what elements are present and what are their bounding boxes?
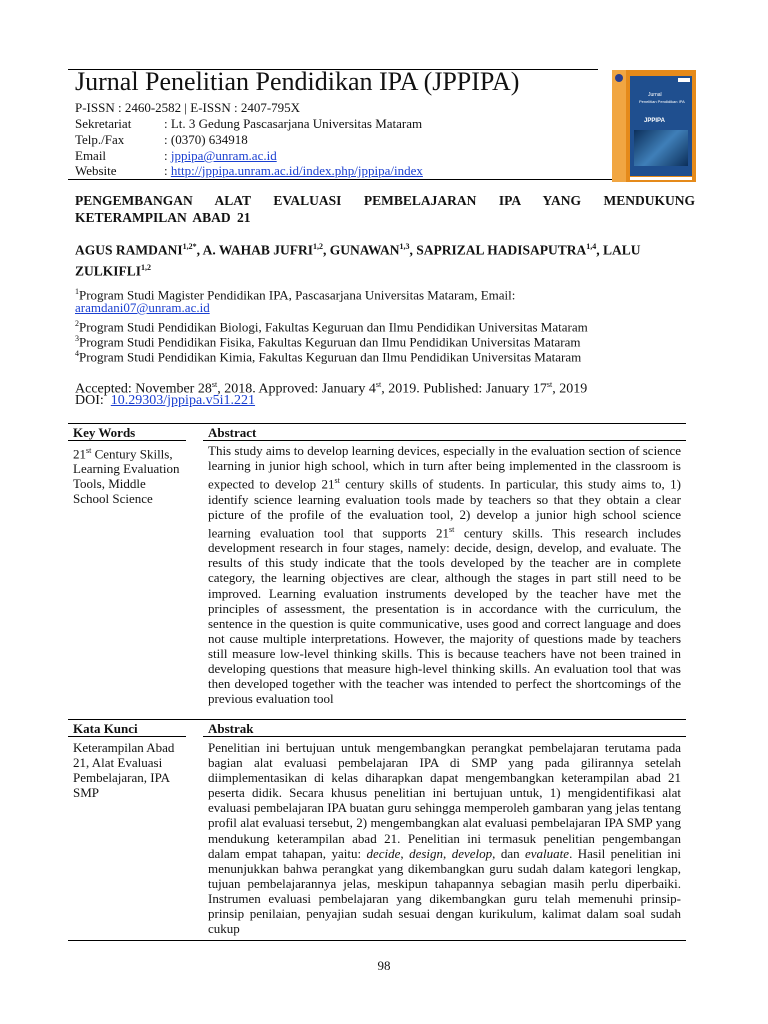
date-suffix: st [211, 380, 218, 389]
page-number: 98 [377, 958, 391, 973]
abstrak-sep: , [400, 845, 410, 861]
abstrak-term: design [409, 845, 444, 861]
abstrak-sep: , [443, 845, 452, 861]
website-row [75, 163, 423, 178]
author-name: SAPRIZAL HADISAPUTRA [416, 242, 587, 258]
abstrak-sep: , dan [492, 845, 526, 861]
abstrak-part: Penelitian ini bertujuan untuk mengembangkan perangkat pembelajaran terutama pada bagian alat evaluasi pembelajaran IPA di SMP yang pada gilirannya setelah diimplementasikan di kelas diharapkan dapat mengembangkan keterampilan abad 21 peserta didik. Secara khusus penelitian ini bertujuan untuk, 1) mengidentifikasi alat evaluasi pembelajaran IPA buatan guru sehingga memperoleh gambaran yang jelas tentang profil alat evaluasi tersebut, 2) mengembangkan alat evaluasi pembelajaran IPA SMP yang mendukung keterampilan abad 21. Penelitian ini termasuk penelitian pengembangan dalam empat tahapan, yaitu: [208, 740, 681, 861]
cover-tag [678, 78, 690, 82]
abstrak-header: Abstrak [208, 721, 254, 736]
approved-date: , 2018. Approved: January 4 [217, 381, 376, 397]
affiliation-email [75, 300, 210, 316]
website-key: Website [75, 163, 117, 178]
kata-kunci-header-rule [68, 736, 186, 737]
doi-line [75, 392, 255, 409]
journal-email-link[interactable]: jppipa@unram.ac.id [170, 148, 277, 163]
abstrak-term: evaluate [525, 845, 570, 861]
table-bottom-rule [68, 940, 686, 941]
abstract-sup: st [449, 524, 455, 534]
date-suffix: st [546, 380, 553, 389]
cover-label-brand: JPPIPA [644, 118, 665, 124]
email-row [75, 148, 277, 163]
author-name: GUNAWAN [329, 242, 400, 258]
header-top-rule [68, 69, 598, 70]
journal-cover-image [612, 70, 696, 182]
doi-label: DOI: [75, 393, 104, 408]
phone-key: Telp./Fax [75, 132, 125, 147]
abstrak-part: . Hasil penelitian ini menunjukkan bahwa perangkat yang dikembangkan guru sudah dalam kategori lengkap, tujuan pembelajarannya jelas, meskipun tahapannya sebagian masih perlu diperbaiki. Instrumen evaluasi pembelajaran yang dikembangkan guru telah memenuhi prinsip-prinsip penilaian, penyajian sudah sesuai dengan kurikulum, kalimat dalam soal sudah cukup [208, 845, 681, 937]
author-name: AGUS RAMDANI [75, 242, 183, 258]
keyword-number: 21 [73, 446, 86, 462]
cover-bottom-strip [630, 177, 692, 180]
article-title: PENGEMBANGAN ALAT EVALUASI PEMBELAJARAN IPA YANG MENDUKUNG KETERAMPILAN ABAD 21 [75, 193, 695, 225]
journal-website-link[interactable]: http://jppipa.unram.ac.id/index.php/jppipa/index [170, 163, 423, 178]
abstrak-header-rule [203, 736, 686, 737]
phone-row [75, 132, 248, 147]
date-year: , 2019 [552, 381, 588, 397]
accepted-date: Accepted: November 28 [75, 381, 212, 397]
author-affiliation: 1,3 [399, 242, 410, 251]
abstrak-term: develop [451, 845, 493, 861]
email-key: Email [75, 148, 107, 163]
affiliation-marker: 2 [75, 319, 79, 328]
kata-kunci-list: Keterampilan Abad 21, Alat Evaluasi Pembelajaran, IPA SMP [73, 740, 175, 800]
affiliation-4 [75, 346, 581, 365]
phone-value: : (0370) 634918 [164, 132, 248, 147]
abstract-sup: st [334, 476, 340, 486]
keyword-text: Century Skills, Learning Evaluation Tools, Middle School Science [73, 446, 180, 507]
email-prefix: : [164, 148, 171, 163]
cover-label-top: Jurnal [648, 92, 662, 98]
date-suffix: st [375, 380, 382, 389]
abstrak-text [208, 740, 681, 936]
journal-title: Jurnal Penelitian Pendidikan IPA (JPPIPA) [75, 67, 520, 96]
author-name: A. WAHAB JUFRI [202, 242, 314, 258]
doi-link[interactable]: 10.29303/jppipa.v5i1.221 [110, 393, 256, 408]
author-list: AGUS $RAMDANI^{1,2*}$, A. WAHAB JUFRI$^{1,2}$, GUNAWAN$^{1,3}$, SAPRIZAL HADISAPUTRA$^{1,4}$, LALU ZULKIFLI$^{1,2}$ [75, 242, 641, 278]
author-affiliation: 1,2 [141, 262, 152, 272]
cover-photo [634, 130, 688, 166]
website-prefix: : [164, 163, 171, 178]
cover-spine [612, 70, 626, 182]
keyword-suffix: st [86, 446, 92, 455]
published-date: , 2019. Published: January 17 [381, 381, 547, 397]
kata-kunci-header: Kata Kunci [73, 721, 138, 736]
author-email-link[interactable]: aramdani07@unram.ac.id [75, 300, 210, 315]
abstract-part: century skills of students. In particular, this study aims to, 1) identify science learning evaluation tools made by teachers so that they obtain a clear picture of the profile of the evaluation tool, 2) develop a junior high school science learning evaluation tool that supports 21 [208, 476, 681, 541]
secretariat-value: : Lt. 3 Gedung Pascasarjana Universitas Mataram [164, 116, 423, 131]
affiliation-marker: 3 [75, 334, 79, 343]
affiliation-marker: 4 [75, 349, 79, 358]
author-affiliation: 1,2* [182, 242, 197, 251]
affiliation-text: Program Studi Pendidikan Biologi, Fakultas Keguruan dan Ilmu Pendidikan Universitas Mataram [79, 319, 588, 335]
affiliation-text: Program Studi Pendidikan Fisika, Fakultas Keguruan dan Ilmu Pendidikan Universitas Mataram [79, 334, 581, 350]
keywords-header: Key Words [73, 425, 136, 440]
table-mid-rule [68, 719, 686, 720]
secretariat-row [75, 116, 422, 131]
abstract-header-rule [203, 440, 686, 441]
abstract-header: Abstract [208, 425, 257, 440]
secretariat-key: Sekretariat [75, 116, 132, 131]
abstract-part: This study aims to develop learning devices, especially in the evaluation section of science learning in junior high school, which in turn after being implemented in the classroom is expected to develop 21 [208, 443, 681, 492]
author-name: LALU ZULKIFLI [75, 242, 641, 278]
header-bottom-rule [68, 179, 694, 180]
abstract-part: century skills. This research includes development research in four stages, namely: decide, design, develop, and evaluate. The results of this study indicate that the tools developed by the teacher are in complete category, the learning objectives are clear, although the stages in part still need to be improved. Learning evaluation instruments developed by the teacher have met the principles of assessment, the presentation is in accordance with the curriculum, the sentence in the question is quite communicative, uses good and correct language and does not cause multiple interpretations. However, the majority of questions made by teachers still measure low-level thinking skills. This is because teachers have not been trained in developing questions that measure high-level thinking skills. An evaluation tool that was then developed together with the teacher was intended to perfect the shortcomings of the previous evaluation tool [208, 525, 682, 707]
university-logo-icon [615, 74, 623, 82]
keywords-header-rule [68, 440, 186, 441]
author-affiliation: 1,2 [313, 242, 324, 251]
affiliation-text: Program Studi Pendidikan Kimia, Fakultas Keguruan dan Ilmu Pendidikan Universitas Mataram [79, 349, 582, 365]
abstract-text [208, 443, 681, 706]
abstrak-term: decide [366, 845, 401, 861]
keywords-list [73, 443, 183, 506]
table-top-rule [68, 423, 686, 424]
author-affiliation: 1,4 [586, 242, 597, 251]
affiliation-text: Program Studi Magister Pendidikan IPA, Pascasarjana Universitas Mataram, Email: [79, 287, 516, 303]
cover-label-sub: Penelitian Pendidikan IPA [639, 99, 685, 104]
issn-line: P-ISSN : 2460-2582 | E-ISSN : 2407-795X [75, 100, 301, 115]
affiliation-marker: 1 [75, 287, 79, 296]
